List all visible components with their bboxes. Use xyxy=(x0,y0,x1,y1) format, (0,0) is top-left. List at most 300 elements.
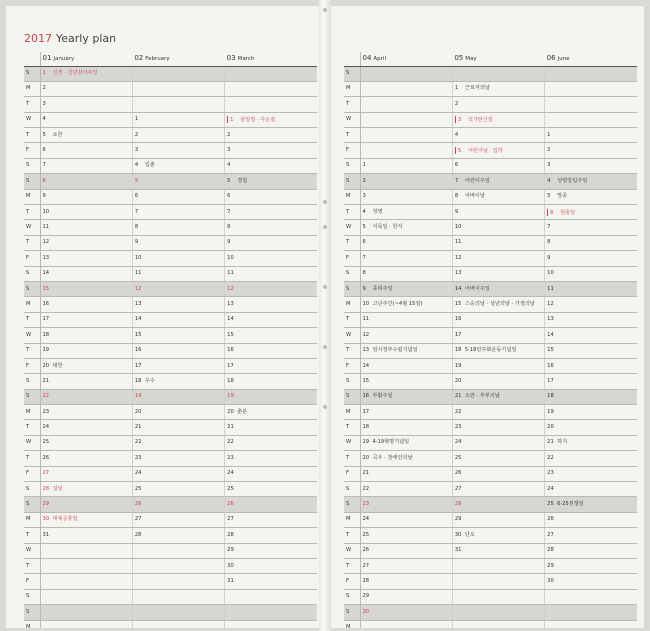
day-number: 17 xyxy=(362,408,370,415)
day-number: 6 xyxy=(42,147,46,154)
day-number: 25 xyxy=(42,439,50,446)
day-cell xyxy=(225,466,317,481)
weekday-label: S xyxy=(24,66,40,81)
day-cell xyxy=(452,435,544,450)
day-cell xyxy=(132,66,224,81)
day-cell xyxy=(132,420,224,435)
month-number: 03 xyxy=(226,54,236,62)
day-number: 31 xyxy=(227,577,234,584)
day-cell xyxy=(360,266,452,281)
day-row xyxy=(24,97,317,112)
day-number: 4 xyxy=(227,162,231,169)
day-number: 26 xyxy=(227,501,234,508)
day-cell xyxy=(225,405,317,420)
day-cell xyxy=(360,420,452,435)
day-number: 2 xyxy=(227,131,231,138)
month-header-row xyxy=(344,52,637,66)
day-cell xyxy=(40,97,132,112)
weekday-label: F xyxy=(344,143,360,158)
day-cell xyxy=(40,420,132,435)
day-cell xyxy=(360,358,452,373)
weekday-label: M xyxy=(24,512,40,527)
day-row xyxy=(344,281,637,296)
day-cell xyxy=(132,543,224,558)
day-cell xyxy=(360,343,452,358)
day-row xyxy=(344,374,637,389)
day-cell xyxy=(452,143,544,158)
day-event: 성령강림주일 xyxy=(557,177,588,184)
day-cell xyxy=(452,620,544,628)
day-cell xyxy=(225,497,317,512)
weekday-label: S xyxy=(24,158,40,173)
day-cell xyxy=(360,497,452,512)
day-cell xyxy=(545,528,637,543)
day-cell xyxy=(225,451,317,466)
day-row xyxy=(24,497,317,512)
day-cell xyxy=(225,174,317,189)
day-row xyxy=(24,143,317,158)
day-number: 16 xyxy=(227,347,234,354)
day-row xyxy=(344,420,637,435)
day-cell xyxy=(40,128,132,143)
day-cell xyxy=(225,420,317,435)
weekday-label: T xyxy=(24,97,40,112)
day-cell xyxy=(545,66,637,81)
weekday-label: W xyxy=(24,435,40,450)
day-cell xyxy=(545,482,637,497)
day-number: 20 xyxy=(454,377,462,384)
day-event: 석가탄신일 xyxy=(467,117,493,124)
day-cell xyxy=(545,589,637,604)
day-number: 1 xyxy=(42,70,46,77)
day-cell xyxy=(360,251,452,266)
day-cell xyxy=(360,374,452,389)
day-cell xyxy=(40,251,132,266)
day-cell xyxy=(225,374,317,389)
day-cell xyxy=(545,143,637,158)
title-label: Yearly plan xyxy=(56,32,117,45)
day-event: 곡우 · 장애인의날 xyxy=(372,454,413,461)
day-number: 30 xyxy=(547,577,554,584)
day-cell xyxy=(360,312,452,327)
day-number: 27 xyxy=(547,531,554,538)
day-cell xyxy=(132,497,224,512)
day-row xyxy=(24,559,317,574)
day-cell xyxy=(452,559,544,574)
day-row xyxy=(344,482,637,497)
day-cell xyxy=(225,435,317,450)
day-row xyxy=(24,189,317,204)
day-number: 7 xyxy=(227,208,231,215)
day-cell xyxy=(225,281,317,296)
day-cell xyxy=(360,620,452,628)
day-number: 22 xyxy=(454,408,462,415)
day-number: 11 xyxy=(227,270,234,277)
day-number: 25 xyxy=(134,485,142,492)
day-row xyxy=(344,574,637,589)
day-number: 5 xyxy=(134,177,139,184)
day-cell xyxy=(225,389,317,404)
day-number: 24 xyxy=(454,439,462,446)
day-number: 27 xyxy=(362,562,370,569)
day-cell xyxy=(225,128,317,143)
month-name: February xyxy=(145,56,170,62)
weekday-label: S xyxy=(24,374,40,389)
weekday-header xyxy=(24,52,40,66)
day-number: 13 xyxy=(454,270,462,277)
day-number: 6 xyxy=(227,193,231,200)
day-number: 26 xyxy=(547,516,554,523)
day-event: 망종 xyxy=(557,193,568,200)
binding-hole xyxy=(323,225,327,229)
day-number: 7 xyxy=(362,254,366,261)
day-number: 20 xyxy=(547,424,554,431)
day-number: 15 xyxy=(227,331,234,338)
day-number: 31 xyxy=(454,547,462,554)
day-number: 18 xyxy=(362,424,370,431)
day-event: 대체공휴일 xyxy=(52,516,78,523)
day-row xyxy=(24,312,317,327)
day-number: 2 xyxy=(42,85,46,92)
binding-hole xyxy=(323,8,327,12)
day-row xyxy=(344,559,637,574)
day-number: 19 xyxy=(134,393,142,400)
day-cell xyxy=(360,482,452,497)
day-number: 20 xyxy=(134,408,142,415)
day-cell xyxy=(225,251,317,266)
day-number: 29 xyxy=(227,547,234,554)
weekday-label: S xyxy=(344,158,360,173)
month-name: April xyxy=(373,56,386,62)
day-cell xyxy=(40,266,132,281)
day-number: 9 xyxy=(454,208,459,215)
day-cell xyxy=(545,435,637,450)
day-number: 20 xyxy=(42,362,50,369)
day-number: 26 xyxy=(362,547,370,554)
weekday-label: T xyxy=(344,559,360,574)
day-row xyxy=(344,220,637,235)
day-cell xyxy=(452,389,544,404)
day-cell xyxy=(360,81,452,96)
day-number: 31 xyxy=(42,531,50,538)
weekday-label: T xyxy=(24,420,40,435)
holiday-marker xyxy=(455,147,456,154)
weekday-label: S xyxy=(344,389,360,404)
day-cell xyxy=(452,251,544,266)
day-event: 6·25전쟁일 xyxy=(557,501,584,508)
day-cell xyxy=(452,112,544,127)
day-cell xyxy=(545,312,637,327)
day-number: 21 xyxy=(42,377,50,384)
day-row xyxy=(24,328,317,343)
weekday-label: F xyxy=(344,251,360,266)
day-event: 5·18민주화운동기념일 xyxy=(464,347,517,354)
weekday-label: S xyxy=(24,482,40,497)
day-event: 청명 xyxy=(372,208,383,215)
day-cell xyxy=(132,158,224,173)
day-number: 13 xyxy=(134,300,142,307)
day-cell xyxy=(452,174,544,189)
day-number: 7 xyxy=(134,208,139,215)
calendar-table-q2 xyxy=(344,52,637,628)
day-event: 우수 xyxy=(144,377,155,384)
day-number: 27 xyxy=(42,470,50,477)
day-event: 설날 xyxy=(52,485,63,492)
weekday-label: M xyxy=(344,405,360,420)
day-cell xyxy=(360,235,452,250)
day-cell xyxy=(40,512,132,527)
holiday-marker xyxy=(547,209,548,216)
weekday-label: S xyxy=(344,482,360,497)
day-number: 17 xyxy=(454,331,462,338)
weekday-label: M xyxy=(24,297,40,312)
day-number: 21 xyxy=(454,393,462,400)
day-row xyxy=(344,251,637,266)
day-row xyxy=(344,297,637,312)
weekday-label: W xyxy=(344,112,360,127)
weekday-label: M xyxy=(344,512,360,527)
day-number: 10 xyxy=(227,254,234,261)
day-cell xyxy=(545,251,637,266)
day-row xyxy=(24,251,317,266)
day-cell xyxy=(360,512,452,527)
day-number: 3 xyxy=(227,147,231,154)
month-header xyxy=(545,52,637,66)
day-cell xyxy=(545,297,637,312)
month-number: 02 xyxy=(134,54,144,62)
day-cell xyxy=(40,174,132,189)
day-number: 5 xyxy=(42,131,46,138)
day-number: 12 xyxy=(454,254,462,261)
day-cell xyxy=(545,343,637,358)
month-header xyxy=(452,52,544,66)
day-number: 12 xyxy=(42,239,50,246)
day-row xyxy=(344,174,637,189)
day-event: 고난주간(~4월 15일) xyxy=(372,300,423,307)
day-number: 15 xyxy=(454,300,462,307)
day-row xyxy=(344,189,637,204)
weekday-label: W xyxy=(344,220,360,235)
day-row xyxy=(24,343,317,358)
day-row xyxy=(344,389,637,404)
day-event: 근로자의날 xyxy=(464,85,490,92)
day-cell xyxy=(40,220,132,235)
day-cell xyxy=(225,158,317,173)
day-number: 25 xyxy=(454,454,462,461)
day-number: 17 xyxy=(227,362,234,369)
day-row xyxy=(344,143,637,158)
calendar-table-q1 xyxy=(24,52,317,628)
day-cell xyxy=(452,97,544,112)
day-cell xyxy=(40,81,132,96)
day-cell xyxy=(132,205,224,220)
day-number: 8 xyxy=(454,193,459,200)
weekday-label: S xyxy=(24,589,40,604)
day-cell xyxy=(452,358,544,373)
day-cell xyxy=(40,143,132,158)
day-number: 12 xyxy=(362,331,370,338)
day-cell xyxy=(360,451,452,466)
day-row xyxy=(344,358,637,373)
day-number: 6 xyxy=(362,239,366,246)
day-number: 18 xyxy=(454,347,462,354)
day-number: 23 xyxy=(42,408,50,415)
day-number: 1 xyxy=(547,131,551,138)
day-number: 28 xyxy=(362,577,370,584)
day-number: 14 xyxy=(227,316,234,323)
day-row xyxy=(24,220,317,235)
day-cell xyxy=(40,497,132,512)
day-cell xyxy=(545,574,637,589)
day-number: 23 xyxy=(454,424,462,431)
weekday-label: T xyxy=(344,420,360,435)
day-row xyxy=(24,374,317,389)
day-cell xyxy=(132,466,224,481)
day-cell xyxy=(225,559,317,574)
day-cell xyxy=(545,220,637,235)
weekday-label: M xyxy=(24,405,40,420)
day-cell xyxy=(545,497,637,512)
day-cell xyxy=(225,343,317,358)
day-cell xyxy=(40,205,132,220)
day-cell xyxy=(132,343,224,358)
day-row xyxy=(24,420,317,435)
day-number: 8 xyxy=(362,270,366,277)
planner-title xyxy=(24,32,116,45)
day-number: 17 xyxy=(134,362,142,369)
month-number: 04 xyxy=(362,54,372,62)
day-event: 현충일 xyxy=(560,209,576,216)
day-cell xyxy=(452,374,544,389)
day-number: 5 xyxy=(547,193,551,200)
day-row xyxy=(24,174,317,189)
day-number: 19 xyxy=(362,439,370,446)
day-cell xyxy=(132,451,224,466)
weekday-label: W xyxy=(344,435,360,450)
day-cell xyxy=(452,312,544,327)
day-row xyxy=(344,605,637,620)
day-cell xyxy=(360,543,452,558)
day-cell xyxy=(545,543,637,558)
day-number: 8 xyxy=(547,239,551,246)
day-number: 29 xyxy=(454,516,462,523)
day-number: 22 xyxy=(547,454,554,461)
day-cell xyxy=(132,620,224,628)
day-cell xyxy=(545,405,637,420)
day-cell xyxy=(360,205,452,220)
day-event: 스승의날 · 성년의날 · 가정의날 xyxy=(464,300,535,307)
weekday-label: F xyxy=(344,574,360,589)
day-number: 6 xyxy=(454,162,459,169)
day-number: 22 xyxy=(227,439,234,446)
day-row xyxy=(24,66,317,81)
day-number: 19 xyxy=(227,393,234,400)
day-cell xyxy=(132,174,224,189)
day-number: 20 xyxy=(362,454,370,461)
day-cell xyxy=(40,574,132,589)
day-cell xyxy=(40,328,132,343)
day-cell xyxy=(545,158,637,173)
day-number: 21 xyxy=(362,470,370,477)
day-number: 19 xyxy=(42,347,50,354)
day-cell xyxy=(452,482,544,497)
day-number: 10 xyxy=(362,300,370,307)
day-cell xyxy=(225,112,317,127)
month-name: March xyxy=(237,56,255,62)
day-number: 30 xyxy=(362,608,370,615)
day-cell xyxy=(545,420,637,435)
day-cell xyxy=(360,66,452,81)
weekday-label: T xyxy=(24,205,40,220)
day-number: 24 xyxy=(362,516,370,523)
day-number: 12 xyxy=(227,285,234,292)
day-event: 하지 xyxy=(557,439,568,446)
day-number: 9 xyxy=(362,285,366,292)
day-cell xyxy=(545,128,637,143)
day-cell xyxy=(40,297,132,312)
day-event: 대한 xyxy=(52,362,63,369)
binding-hole xyxy=(323,285,327,289)
day-cell xyxy=(225,328,317,343)
day-cell xyxy=(452,189,544,204)
day-row xyxy=(344,235,637,250)
day-cell xyxy=(360,297,452,312)
day-number: 10 xyxy=(42,208,50,215)
day-cell xyxy=(452,205,544,220)
day-row xyxy=(24,435,317,450)
day-cell xyxy=(360,605,452,620)
day-cell xyxy=(40,405,132,420)
day-row xyxy=(24,205,317,220)
day-cell xyxy=(545,328,637,343)
weekday-label: S xyxy=(344,266,360,281)
calendar-body xyxy=(344,66,637,628)
day-number: 7 xyxy=(42,162,46,169)
day-row xyxy=(24,358,317,373)
day-cell xyxy=(40,451,132,466)
day-number: 15 xyxy=(362,377,370,384)
day-cell xyxy=(545,266,637,281)
day-number: 4 xyxy=(454,131,459,138)
day-number: 16 xyxy=(134,347,142,354)
day-row xyxy=(344,512,637,527)
month-header xyxy=(132,52,224,66)
day-cell xyxy=(360,405,452,420)
day-cell xyxy=(40,559,132,574)
day-number: 11 xyxy=(42,224,50,230)
month-name: June xyxy=(557,56,570,62)
day-cell xyxy=(225,235,317,250)
day-cell xyxy=(545,559,637,574)
day-cell xyxy=(40,112,132,127)
day-number: 16 xyxy=(454,316,462,323)
weekday-label: T xyxy=(24,128,40,143)
day-row xyxy=(24,620,317,628)
day-cell xyxy=(40,189,132,204)
day-number: 25 xyxy=(362,531,370,538)
day-number: 23 xyxy=(134,454,142,461)
weekday-label: S xyxy=(344,374,360,389)
day-cell xyxy=(225,482,317,497)
day-row xyxy=(24,589,317,604)
binding-hole xyxy=(323,405,327,409)
day-row xyxy=(24,405,317,420)
day-row xyxy=(344,451,637,466)
weekday-label: F xyxy=(24,466,40,481)
weekday-label: T xyxy=(344,343,360,358)
day-cell xyxy=(545,174,637,189)
day-event: 소한 xyxy=(52,131,63,138)
